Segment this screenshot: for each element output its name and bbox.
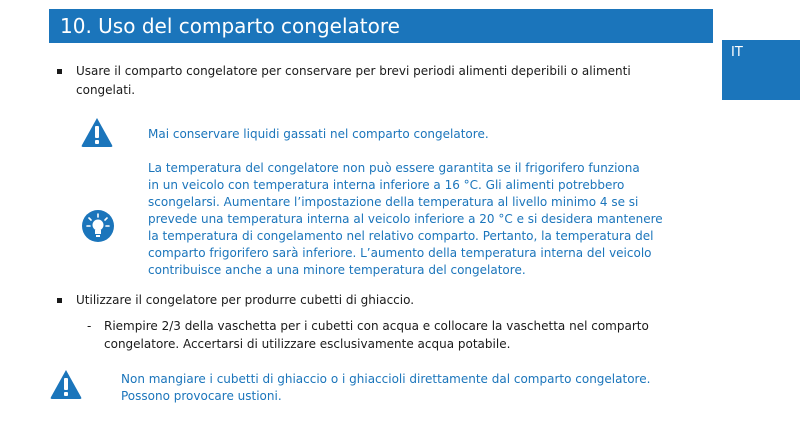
subitem-line1: Riempire 2/3 della vaschetta per i cubetti con acqua e collocare la vaschetta nel comparto: [104, 319, 649, 333]
warning2-line1: Non mangiare i cubetti di ghiaccio o i ghiaccioli direttamente dal comparto congelatore.: [121, 372, 651, 386]
tip-line3: scongelarsi. Aumentare l’impostazione della temperatura al livello minimo 4 se si: [148, 195, 639, 209]
warning-triangle-icon: [49, 368, 83, 400]
tip-line6: comparto frigorifero sarà inferiore. L’aumento della temperatura interna del veicolo: [148, 246, 652, 260]
bullet2-text: Utilizzare il congelatore per produrre cubetti di ghiaccio.: [76, 293, 415, 307]
section-title: 10. Uso del comparto congelatore: [60, 14, 400, 38]
bullet1-line1: Usare il comparto congelatore per conservare per brevi periodi alimenti deperibili o alimenti: [76, 64, 631, 78]
tip-line2: in un veicolo con temperatura interna inferiore a 16 °C. Gli alimenti potrebbero: [148, 178, 625, 192]
warning1-text: Mai conservare liquidi gassati nel comparto congelatore.: [148, 127, 489, 141]
language-label: IT: [731, 45, 743, 60]
lightbulb-tip-icon: [81, 209, 115, 243]
warning-triangle-icon: [80, 116, 114, 148]
sub-item-dash: -: [87, 319, 92, 333]
warning2-line2: Possono provocare ustioni.: [121, 389, 282, 403]
bullet-marker: [57, 69, 62, 74]
bullet1-line2: congelati.: [76, 83, 136, 97]
bullet-marker: [57, 298, 62, 303]
tip-line4: prevede una temperatura interna al veicolo inferiore a 20 °C e si desidera mantenere: [148, 212, 663, 226]
tip-line7: contribuisce anche a una minore temperatura del congelatore.: [148, 263, 526, 277]
subitem-line2: congelatore. Accertarsi di utilizzare esclusivamente acqua potabile.: [104, 337, 511, 351]
tip-line1: La temperatura del congelatore non può essere garantita se il frigorifero funziona: [148, 161, 640, 175]
tip-line5: la temperatura di congelamento nel relativo comparto. Pertanto, la temperatura del: [148, 229, 654, 243]
